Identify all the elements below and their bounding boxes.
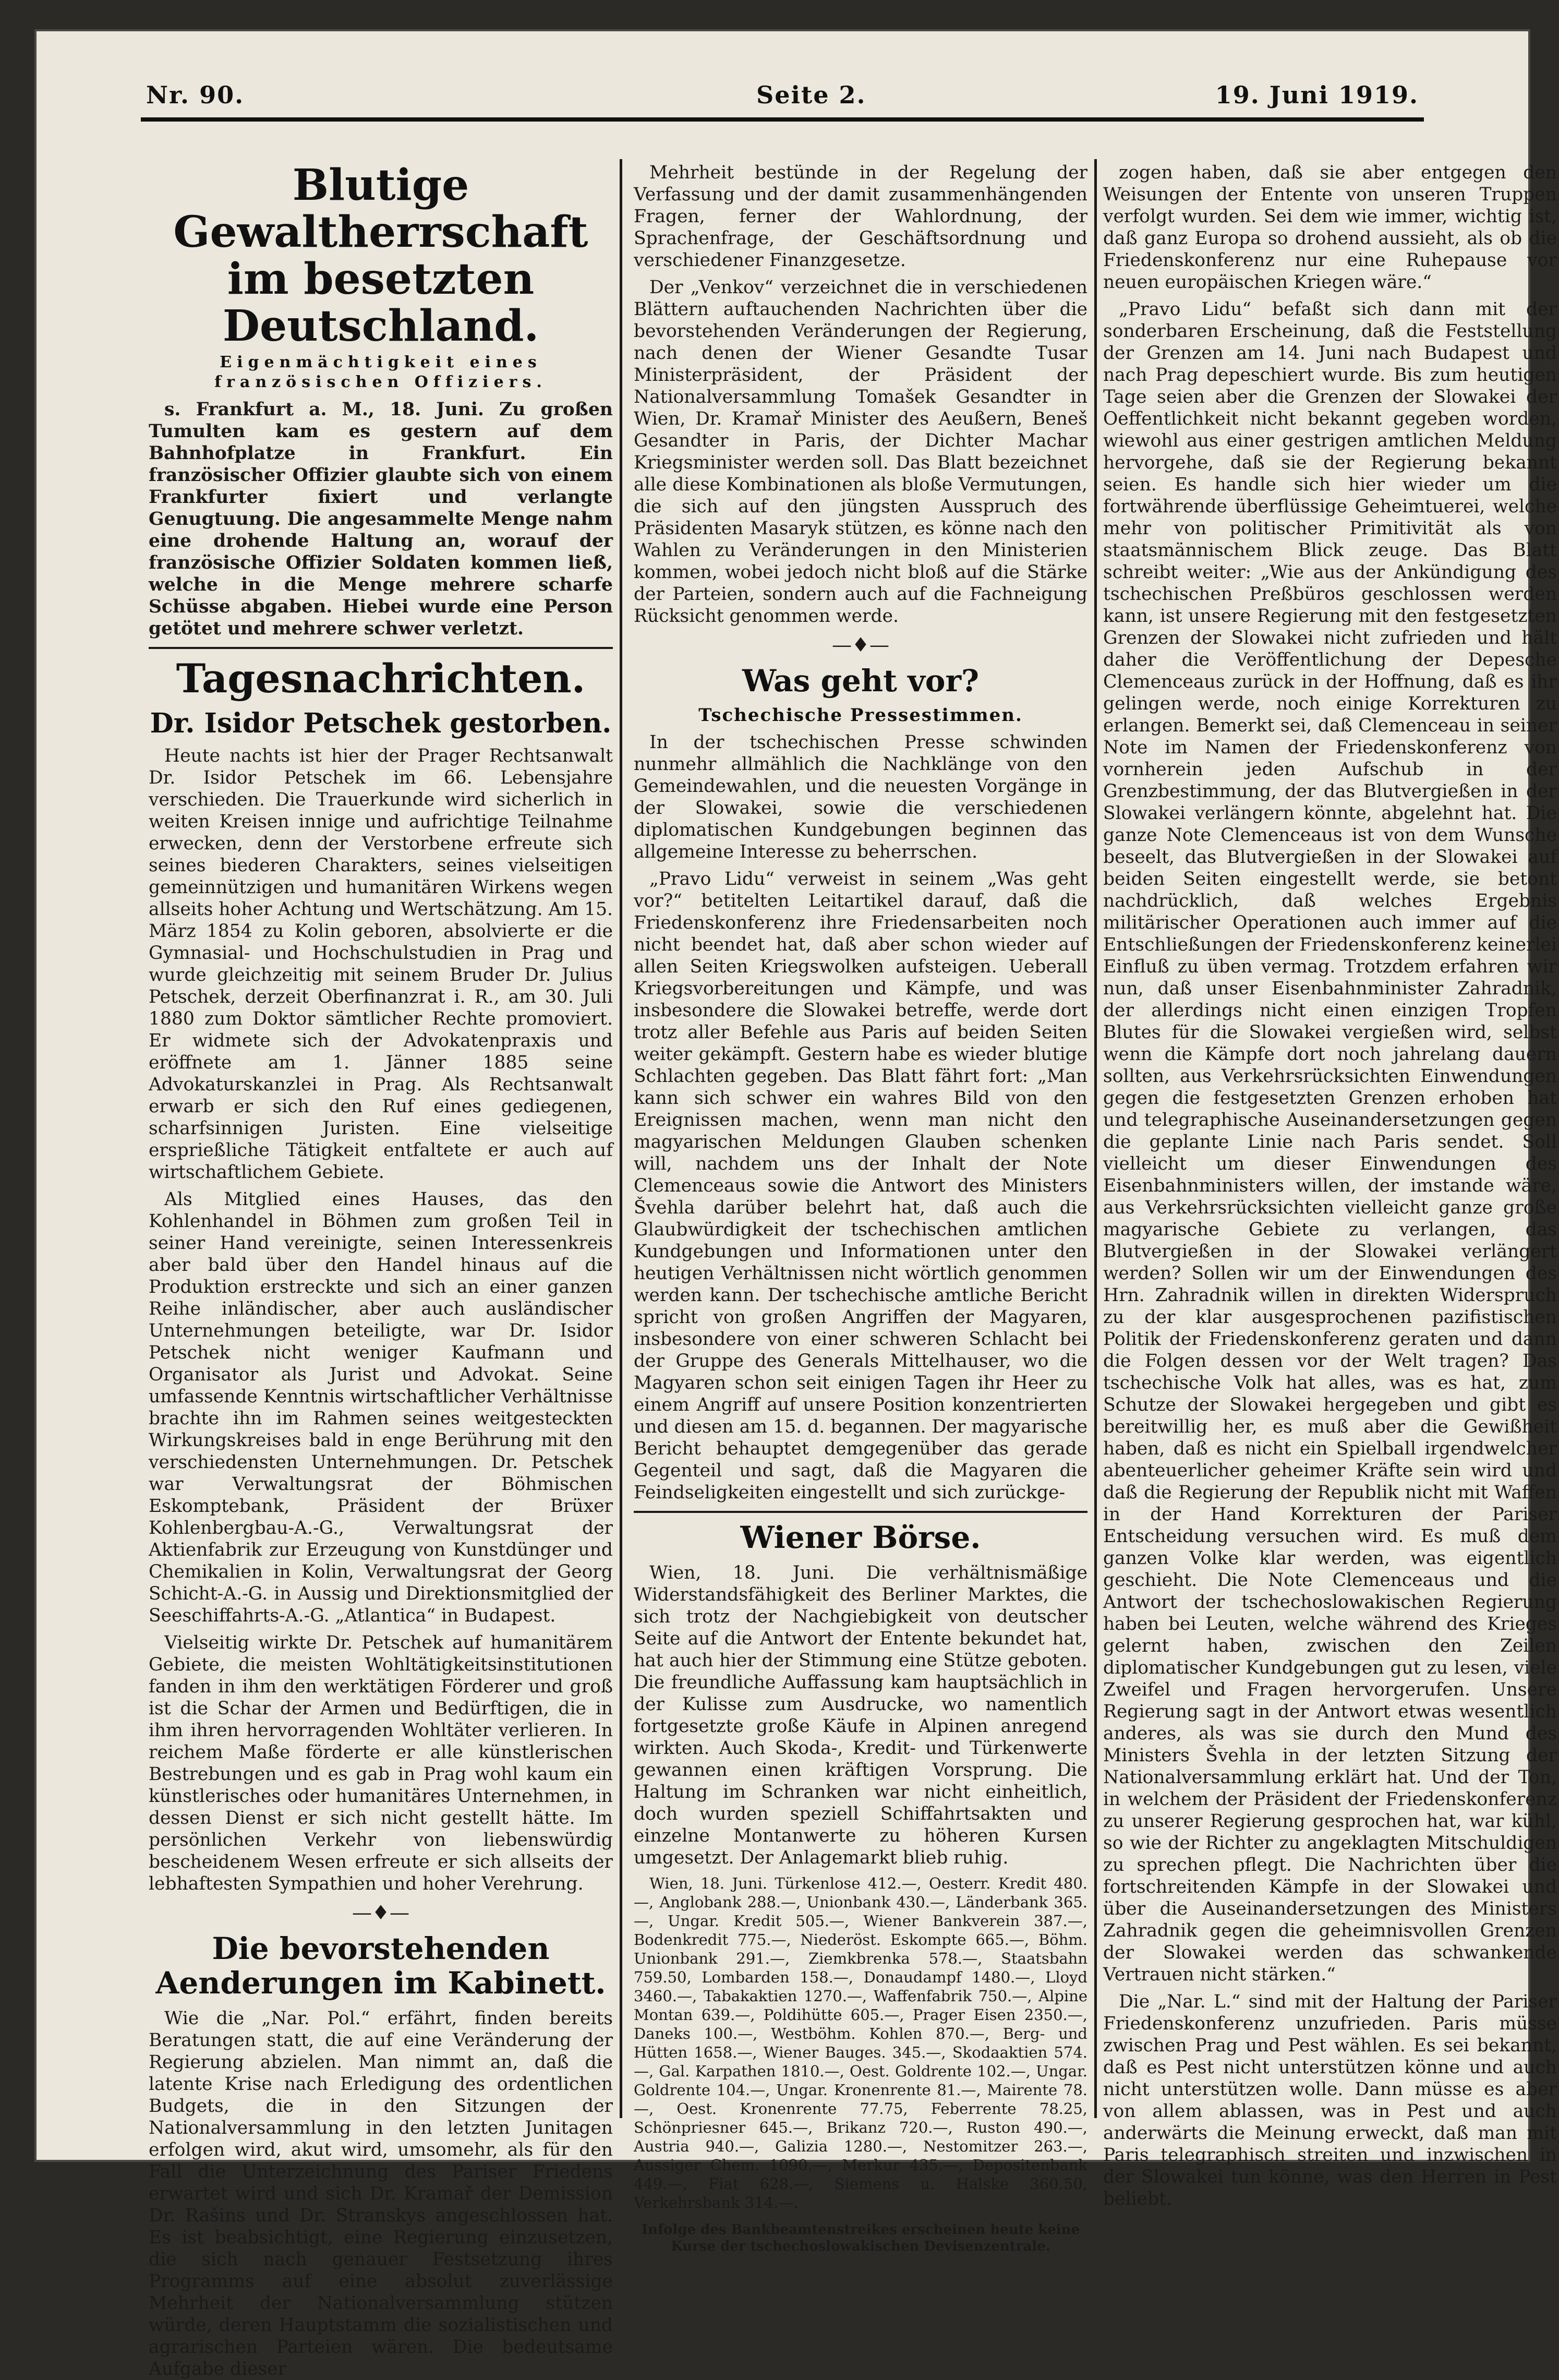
separator-ornament: —♦— (831, 633, 890, 656)
article-headline: Wiener Börse. (740, 1520, 981, 1555)
column-3 (1103, 162, 1557, 2209)
article-paragraph: zogen haben, daß sie aber entgegen den Weisungen der Entente von unseren Truppen verfolgt wurden. Sei dem wie immer, wichtig ist, daß ganz Europa so drohend aussieht, als ob die Friedenskonferenz nur eine Ruhepause vor neuen europäischen Kriegen wäre.“ (1103, 162, 1557, 293)
article-paragraph: Mehrheit bestünde in der Regelung der Verfassung und der damit zusammenhängenden Fragen, ferner der Wahlordnung, der Sprachenfrage, der Geschäftsordnung und verschiedener Finanzgesetze. (634, 162, 1087, 271)
section-title: Tagesnachrichten. (176, 655, 586, 702)
separator-ornament: —♦— (352, 1901, 410, 1924)
article-paragraph: Wie die „Nar. Pol.“ erfährt, finden bereits Beratungen statt, die auf eine Veränderung der Regierung abzielen. Man nimmt an, daß die latente Krise nach Erledigung des ordentlichen Budgets, die in den Sitzungen der Nationalversammlung in den letzten Junitagen erfolgen wird, akut wird, umsomehr, als für den Fall die Unterzeichnung des Pariser Friedens erwartet wird und sich Dr. Kramař der Demission Dr. Rašins und Dr. Stranskys angeschlossen hat. Es ist beabsichtigt, eine Regierung einzusetzen, die sich nach genauer Festsetzung ihres Programms auf eine absolut zuverlässige Mehrheit der Nationalversammlung stützen würde, deren Hauptstamm die sozialistischen und agrarischen Parteien wären. Die bedeutsame Aufgabe dieser (149, 2008, 613, 2379)
section-rule (149, 647, 613, 649)
issue-date: 19. Juni 1919. (1215, 81, 1419, 109)
article-paragraph: Heute nachts ist hier der Prager Rechtsanwalt Dr. Isidor Petschek im 66. Lebensjahre verschieden. Die Trauerkunde wird sicherlich in weiten Kreisen innige und aufrichtige Teilnahme erwecken, denn der Verstorbene erfreute sich seines biederen Charakters, seines vielseitigen gemeinnützigen und humanitären Wirkens wegen allseits hoher Achtung und Wertschätzung. Am 15. März 1854 zu Kolin geboren, absolvierte er die Gymnasial- und Hochschulstudien in Prag und wurde gleichzeitig mit seinem Bruder Dr. Julius Petschek, derzeit Oberfinanzrat i. R., am 30. Juli 1880 zum Doktor sämtlicher Rechte promoviert. Er widmete sich der Advokatenpraxis und eröffnete am 1. Jänner 1885 seine Advokaturskanzlei in Prag. Als Rechtsanwalt erwarb er sich den Ruf eines gediegenen, scharfsinnigen Juristen. Eine vielseitige ersprießliche Tätigkeit entfaltete er auch auf wirtschaftlichem Gebiete. (149, 746, 613, 1183)
column-rule-2 (1094, 159, 1097, 2118)
article-paragraph: „Pravo Lidu“ befaßt sich dann mit der sonderbaren Erscheinung, daß die Feststellung der Grenzen am 14. Juni nach Budapest und nach Prag depeschiert wurde. Bis zum heutigen Tage seien aber die Grenzen der Slowakei der Oeffentlichkeit nicht bekannt gegeben worden, wiewohl aus einer gestrigen amtlichen Meldung hervorgehe, daß sie der Regierung bekannt seien. Es handle sich hier wieder um die fortwährende überflüssige Geheimtuerei, welche mehr von politischer Primitivität als von staatsmännischem Blick zeuge. Das Blatt schreibt weiter: „Wie aus der Ankündigung des tschechischen Preßbüros geschlossen werden kann, ist unsere Regierung mit den festgesetzten Grenzen der Slowakei nicht zufrieden und hält daher die Veröffentlichung der Depesche Clemenceaus zurück in der Hoffnung, daß es ihr gelingen werde, noch einige Korrekturen zu erlangen. Bemerkt sei, daß Clemenceau in seiner Note im Namen der Friedenskonferenz von vornherein jeden Aufschub in der Grenzbestimmung, der das Blutvergießen in der Slowakei verlängern könnte, abgelehnt hat. Die ganze Note Clemenceaus ist von dem Wunsche beseelt, das Blutvergießen in der Slowakei auf beiden Seiten eingestellt werde, sie betont nachdrücklich, daß welches Ergebnis militärischer Operationen auch immer auf die Entschließungen der Friedenskonferenz keinerlei Einfluß zu üben vermag. Trotzdem erfahren wir nun, daß unser Eisenbahnminister Zahradnik, der allerdings nicht einen einzigen Tropfen Blutes für die Slowakei vergießen wird, selbst wenn die Kämpfe dort noch jahrelang dauern sollten, aus Verkehrsrücksichten Einwendungen gegen die festgesetzten Grenzen erhoben hat und telegraphische Auseinandersetzungen gegen die geplante Linie nach Paris sendet. Soll vielleicht um dieser Einwendungen des Eisenbahnministers willen, der imstande wäre, aus Verkehrsrücksichten vielleicht ganze große magyarische Gebiete zu verlangen, das Blutvergießen in der Slowakei verlängert werden? Sollen wir um der Einwendungen des Hrn. Zahradnik willen in direkten Widerspruch zu der klar ausgesprochenen pazifistischen Politik der Friedenskonferenz geraten und dann die Folgen dessen vor der Welt tragen? Das tschechische Volk hat alles, was es hat, zum Schutze der Slowakei hergegeben und gibt es bereitwillig her, es muß aber die Gewißheit haben, daß es nicht ein Spielball irgendwelcher abenteuerlicher geheimer Kräfte sein wird und daß die Regierung der Republik nicht mit Waffen in der Hand Korrekturen der Pariser Entscheidung versuchen wird. Es muß dem ganzen Volke klar werden, was eigentlich geschieht. Die Note Clemenceaus und die Antwort der tschechoslowakischen Regierung haben bei Leuten, welche während des Krieges gelernt haben, zwischen den Zeilen diplomatischer Kundgebungen gut zu lesen, viele Zweifel und Fragen hervorgerufen. Unsere Regierung sagt in der Antwort etwas wesentlich anderes, als was sie durch den Mund des Ministers Švehla in der letzten Sitzung der Nationalversammlung erklärt hat. Und der Ton, in welchem der Präsident der Friedenskonferenz zu unserer Regierung gesprochen hat, war kühl, so wie der Richter zu angeklagten Mitschuldigen zu sprechen pflegt. Die Nachrichten über die fortschreitenden Kämpfe in der Slowakei und über die Auseinandersetzungen des Ministers Zahradnik gegen die geheimnisvollen Grenzen der Slowakei werden das schwankende Vertrauen nicht stärken.“ (1103, 299, 1557, 1985)
article-paragraph: s. Frankfurt a. M., 18. Juni. Zu großen Tumulten kam es gestern auf dem Bahnhofplatze in Frankfurt. Ein französischer Offizier glaubte sich von einem Frankfurter fixiert und verlangte Genugtuung. Die angesammelte Menge nahm eine drohende Haltung an, worauf der französische Offizier Soldaten kommen ließ, welche in die Menge mehrere scharfe Schüsse abgaben. Hiebei wurde eine Person getötet und mehrere schwer verletzt. (149, 399, 613, 639)
article-paragraph: Die „Nar. L.“ sind mit der Haltung der Pariser Friedenskonferenz unzufrieden. Paris müsse zwischen Prag und Pest wählen. Es sei bekannt, daß es Pest nicht unterstützen könne und auch nicht unterstützen wolle. Dann müsse es aber von allem ablassen, was in Pest und auch anderwärts die Meinung erweckt, daß man mit Paris telegraphisch streiten und inzwischen in der Slowakei tun könne, was den Herren in Pest beliebt. (1103, 1991, 1557, 2209)
footnote: Infolge des Bankbeamtenstreikes erscheinen heute keine Kurse der tschechoslowakischen Devisenzentrale. (641, 2222, 1080, 2254)
column-rule-1 (620, 159, 622, 2118)
article-headline: Dr. Isidor Petschek gestorben. (150, 707, 612, 739)
section-rule (634, 1511, 1087, 1513)
article-kicker: Eigenmächtigkeit eines französischen Offiziers. (214, 353, 547, 391)
issue-number: Nr. 90. (146, 81, 245, 109)
column-1 (149, 160, 613, 2379)
page-number: Seite 2. (756, 81, 866, 109)
column-2 (634, 162, 1087, 2254)
article-headline: Die bevorstehenden Aenderungen im Kabinett. (155, 1931, 606, 2001)
article-paragraph: Der „Venkov“ verzeichnet die in verschiedenen Blättern auftauchenden Nachrichten über die bevorstehenden Veränderungen der Regierung, nach denen der Wiener Gesandte Tusar Ministerpräsident, der Präsident der Nationalversammlung Tomašek Gesandter in Wien, Dr. Kramař Minister des Aeußern, Beneš Gesandter in Paris, der Dichter Machar Kriegsminister werden soll. Das Blatt bezeichnet alle diese Kombinationen als bloße Vermutungen, die sich auf den jüngsten Ausspruch des Präsidenten Masaryk stützen, es könne nach den Wahlen zu Veränderungen in den Ministerien kommen, wobei jedoch nicht bloß auf die Stärke der Parteien, sondern auch auf die Fachneigung Rücksicht genommen werde. (634, 277, 1087, 627)
stock-quotes: Wien, 18. Juni. Türkenlose 412.—, Oesterr. Kredit 480.—, Anglobank 288.—, Unionbank 430.—, Länderbank 365.—, Ungar. Kredit 505.—, Wiener Bankverein 387.—, Bodenkredit 775.—, Niederöst. Eskompte 665.—, Böhm. Unionbank 291.—, Ziemkbrenka 578.—, Staatsbahn 759.50, Lombarden 158.—, Donaudampf 1480.—, Lloyd 3460.—, Tabakaktien 1270.—, Waffenfabrik 750.—, Alpine Montan 639.—, Poldihütte 605.—, Prager Eisen 2350.—, Daneks 100.—, Westböhm. Kohlen 870.—, Berg- und Hütten 1658.—, Wiener Bauges. 345.—, Skodaaktien 574.—, Gal. Karpathen 1810.—, Oest. Goldrente 102.—, Ungar. Goldrente 104.—, Ungar. Kronenrente 81.—, Mairente 78.—, Oest. Kronenrente 77.75, Feberrente 78.25, Schönpriesner 645.—, Brikanz 720.—, Ruston 490.—, Austria 940.—, Galizia 1280.—, Nestomitzer 263.—, Aussiger Chem. 1090.—, Merkur 435.—, Depositenbank 449.—, Fiat 628.—, Siemens u. Halske 360.50, Verkehrsbank 314.—. (634, 1874, 1087, 2211)
article-paragraph: In der tschechischen Presse schwinden nunmehr allmählich die Nachklänge von den Gemeindewahlen, und die neuesten Vorgänge in der Slowakei, sowie die verschiedenen diplomatischen Kundgebungen beginnen das allgemeine Interesse zu beherrschen. (634, 732, 1087, 862)
article-headline: Was geht vor? (742, 663, 980, 699)
article-paragraph: Vielseitig wirkte Dr. Petschek auf humanitärem Gebiete, die meisten Wohltätigkeitsinstitutionen fanden in ihm den werktätigen Förderer und groß ist die Schar der Armen und Bedürftigen, die in ihm ihren hervorragenden Wohltäter verlieren. In reichem Maße förderte er alle künstlerischen Bestrebungen und es gab in Prag wohl kaum ein künstlerisches oder humanitäres Unternehmen, in dessen Dienst er sich nicht gestellt hätte. Im persönlichen Verkehr von liebenswürdig bescheidenem Wesen erfreute er sich allseits der lebhaftesten Sympathien und hoher Verehrung. (149, 1632, 613, 1894)
newspaper-page (37, 31, 1557, 2379)
header-rule (141, 117, 1424, 122)
article-headline: Blutige Gewaltherrschaft im besetzten Deutschland. (173, 160, 588, 351)
article-paragraph: Als Mitglied eines Hauses, das den Kohlenhandel in Böhmen zum großen Teil in seiner Hand vereinigte, seinen Interessenkreis aber bald über den Handel hinaus auf die Produktion erstreckte und sich an einer ganzen Reihe inländischer, aber auch ausländischer Unternehmungen beteiligte, war Dr. Isidor Petschek nicht weniger Kaufmann und Organisator als Jurist und Advokat. Seine umfassende Kenntnis wirtschaftlicher Verhältnisse brachte ihn im Rahmen seines weitgesteckten Wirkungskreises bald in enge Berührung mit den verschiedensten Unternehmungen. Dr. Petschek war Verwaltungsrat der Böhmischen Eskomptebank, Präsident der Brüxer Kohlenbergbau-A.-G., Verwaltungsrat der Aktienfabrik zur Erzeugung von Kunstdünger und Chemikalien in Kolin, Verwaltungsrat der Georg Schicht-A.-G. in Aussig und Direktionsmitglied der Seeschiffahrts-A.-G. „Atlantica“ in Budapest. (149, 1189, 613, 1626)
article-paragraph: „Pravo Lidu“ verweist in seinem „Was geht vor?“ betitelten Leitartikel darauf, daß die Friedenskonferenz ihre Friedensarbeiten noch nicht beendet hat, daß aber schon wieder auf allen Seiten Kriegswolken aufsteigen. Ueberall Kriegsvorbereitungen und Kämpfe, und was insbesondere die Slowakei betreffe, werde dort trotz aller Befehle aus Paris auf beiden Seiten weiter gekämpft. Gestern habe es wieder blutige Schlachten gegeben. Das Blatt fährt fort: „Man kann sich schwer ein wahres Bild von den Ereignissen machen, wenn man nicht den magyarischen Meldungen Glauben schenken will, nachdem uns der Inhalt der Note Clemenceaus sowie die Antwort des Ministers Švehla darüber belehrt hat, daß auch die Glaubwürdigkeit der tschechischen amtlichen Kundgebungen und Informationen unter den heutigen Verhältnissen nicht wörtlich genommen werden kann. Der tschechische amtliche Bericht spricht von großen Angriffen der Magyaren, insbesondere von einer schweren Schlacht bei der Gruppe des Generals Mittelhauser, wo die Magyaren schon seit einigen Tagen ihr Heer zu einem Angriff auf unsere Position konzentrierten und diesen am 15. d. begannen. Der magyarische Bericht behauptet demgegenüber das gerade Gegenteil und sagt, daß die Magyaren die Feindseligkeiten eingestellt und sich zurückge- (634, 869, 1087, 1503)
article-subtitle: Tschechische Pressestimmen. (698, 705, 1023, 726)
article-paragraph: Wien, 18. Juni. Die verhältnismäßige Widerstandsfähigkeit des Berliner Marktes, die sich trotz der Nachgiebigkeit von deutscher Seite auf die Antwort der Entente bekundet hat, hat auch hier der Stimmung eine Stütze geboten. Die freundliche Auffassung kam hauptsächlich in der Kulisse zum Ausdrucke, wo namentlich fortgesetzte große Käufe in Alpinen anregend wirkten. Auch Skoda-, Kredit- und Türkenwerte gewannen einen kräftigen Vorsprung. Die Haltung im Schranken war nicht einheitlich, doch wurden speziell Schiffahrtsakten und einzelne Montanwerte zu höheren Kursen umgesetzt. Der Anlagemarkt blieb ruhig. (634, 1562, 1087, 1868)
